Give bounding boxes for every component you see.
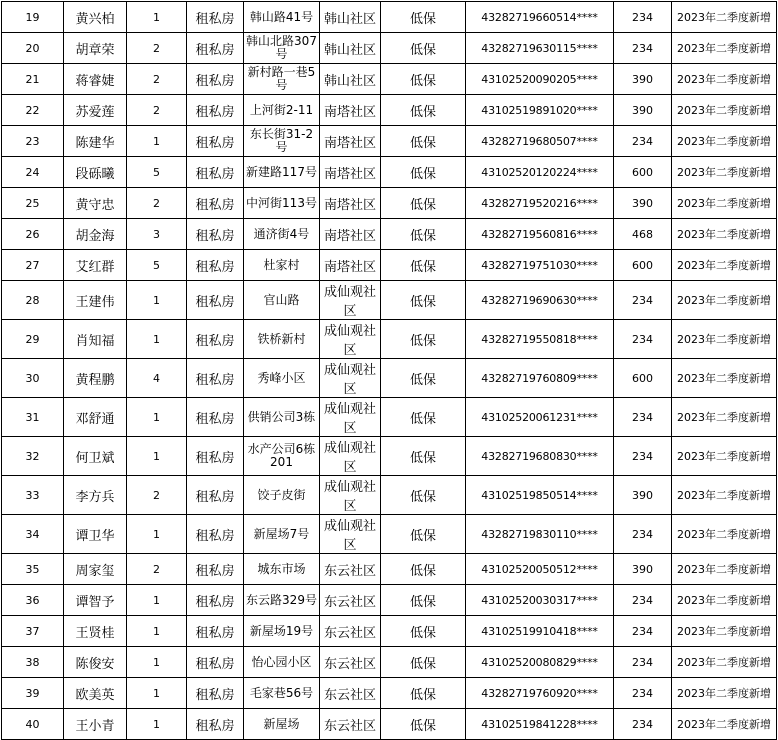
table-row (2, 157, 777, 188)
community-cell: 东云社区 (320, 647, 381, 678)
housing-type-cell: 租私房 (187, 647, 244, 678)
assistance-category-cell: 低保 (381, 678, 466, 709)
table-row (2, 647, 777, 678)
table-row (2, 359, 777, 398)
assistance-category-cell: 低保 (381, 219, 466, 250)
remark-cell: 2023年二季度新增 (672, 281, 777, 320)
household-size-cell: 2 (127, 554, 187, 585)
assistance-category-cell: 低保 (381, 476, 466, 515)
beneficiary-table (1, 1, 777, 740)
remark-cell: 2023年二季度新增 (672, 157, 777, 188)
household-size-cell: 1 (127, 126, 187, 157)
recipient-name-cell: 胡章荣 (64, 33, 127, 64)
housing-type-cell: 租私房 (187, 188, 244, 219)
address-cell: 新建路117号 (244, 157, 320, 188)
table-row (2, 281, 777, 320)
community-cell: 南塔社区 (320, 188, 381, 219)
row-number-cell: 34 (2, 515, 64, 554)
table-row (2, 320, 777, 359)
household-size-cell: 3 (127, 219, 187, 250)
row-number-cell: 25 (2, 188, 64, 219)
community-cell: 韩山社区 (320, 2, 381, 33)
id-number-cell: 43282719680507**** (466, 126, 614, 157)
recipient-name-cell: 肖知福 (64, 320, 127, 359)
monthly-amount-cell: 234 (614, 678, 672, 709)
recipient-name-cell: 黄兴柏 (64, 2, 127, 33)
housing-type-cell: 租私房 (187, 585, 244, 616)
household-size-cell: 5 (127, 157, 187, 188)
remark-cell: 2023年二季度新增 (672, 437, 777, 476)
address-cell: 新村路一巷5号 (244, 64, 320, 95)
remark-cell: 2023年二季度新增 (672, 709, 777, 740)
assistance-category-cell: 低保 (381, 585, 466, 616)
housing-type-cell: 租私房 (187, 2, 244, 33)
community-cell: 成仙观社区 (320, 359, 381, 398)
id-number-cell: 43282719550818**** (466, 320, 614, 359)
housing-type-cell: 租私房 (187, 554, 244, 585)
row-number-cell: 28 (2, 281, 64, 320)
recipient-name-cell: 苏爱莲 (64, 95, 127, 126)
household-size-cell: 2 (127, 476, 187, 515)
household-size-cell: 1 (127, 2, 187, 33)
row-number-cell: 30 (2, 359, 64, 398)
assistance-category-cell: 低保 (381, 398, 466, 437)
id-number-cell: 43102519910418**** (466, 616, 614, 647)
row-number-cell: 23 (2, 126, 64, 157)
assistance-category-cell: 低保 (381, 616, 466, 647)
table-row (2, 126, 777, 157)
community-cell: 南塔社区 (320, 219, 381, 250)
row-number-cell: 31 (2, 398, 64, 437)
housing-type-cell: 租私房 (187, 126, 244, 157)
community-cell: 成仙观社区 (320, 281, 381, 320)
table-row (2, 554, 777, 585)
row-number-cell: 27 (2, 250, 64, 281)
row-number-cell: 19 (2, 2, 64, 33)
community-cell: 东云社区 (320, 616, 381, 647)
community-cell: 南塔社区 (320, 250, 381, 281)
household-size-cell: 1 (127, 437, 187, 476)
housing-type-cell: 租私房 (187, 437, 244, 476)
row-number-cell: 29 (2, 320, 64, 359)
address-cell: 东云路329号 (244, 585, 320, 616)
remark-cell: 2023年二季度新增 (672, 2, 777, 33)
recipient-name-cell: 王贤桂 (64, 616, 127, 647)
household-size-cell: 1 (127, 320, 187, 359)
row-number-cell: 33 (2, 476, 64, 515)
table-row (2, 95, 777, 126)
assistance-category-cell: 低保 (381, 157, 466, 188)
table-row (2, 219, 777, 250)
monthly-amount-cell: 234 (614, 616, 672, 647)
housing-type-cell: 租私房 (187, 709, 244, 740)
housing-type-cell: 租私房 (187, 476, 244, 515)
monthly-amount-cell: 234 (614, 320, 672, 359)
recipient-name-cell: 蒋睿婕 (64, 64, 127, 95)
assistance-category-cell: 低保 (381, 554, 466, 585)
remark-cell: 2023年二季度新增 (672, 126, 777, 157)
row-number-cell: 38 (2, 647, 64, 678)
recipient-name-cell: 周家玺 (64, 554, 127, 585)
address-cell: 官山路 (244, 281, 320, 320)
housing-type-cell: 租私房 (187, 320, 244, 359)
table-row (2, 515, 777, 554)
address-cell: 韩山北路307号 (244, 33, 320, 64)
remark-cell: 2023年二季度新增 (672, 554, 777, 585)
address-cell: 铁桥新村 (244, 320, 320, 359)
community-cell: 成仙观社区 (320, 476, 381, 515)
remark-cell: 2023年二季度新增 (672, 476, 777, 515)
table-body (2, 2, 777, 740)
row-number-cell: 26 (2, 219, 64, 250)
table-row (2, 616, 777, 647)
remark-cell: 2023年二季度新增 (672, 585, 777, 616)
id-number-cell: 43102520030317**** (466, 585, 614, 616)
assistance-category-cell: 低保 (381, 281, 466, 320)
recipient-name-cell: 段砾曦 (64, 157, 127, 188)
household-size-cell: 2 (127, 64, 187, 95)
monthly-amount-cell: 234 (614, 126, 672, 157)
community-cell: 成仙观社区 (320, 320, 381, 359)
housing-type-cell: 租私房 (187, 678, 244, 709)
remark-cell: 2023年二季度新增 (672, 64, 777, 95)
table-row (2, 398, 777, 437)
housing-type-cell: 租私房 (187, 219, 244, 250)
housing-type-cell: 租私房 (187, 359, 244, 398)
address-cell: 新屋场 (244, 709, 320, 740)
table-row (2, 437, 777, 476)
household-size-cell: 1 (127, 281, 187, 320)
monthly-amount-cell: 600 (614, 157, 672, 188)
assistance-category-cell: 低保 (381, 2, 466, 33)
recipient-name-cell: 王建伟 (64, 281, 127, 320)
row-number-cell: 24 (2, 157, 64, 188)
id-number-cell: 43282719560816**** (466, 219, 614, 250)
assistance-category-cell: 低保 (381, 33, 466, 64)
id-number-cell: 43282719680830**** (466, 437, 614, 476)
household-size-cell: 1 (127, 647, 187, 678)
recipient-name-cell: 陈俊安 (64, 647, 127, 678)
monthly-amount-cell: 234 (614, 647, 672, 678)
row-number-cell: 40 (2, 709, 64, 740)
community-cell: 韩山社区 (320, 64, 381, 95)
id-number-cell: 43282719760920**** (466, 678, 614, 709)
assistance-category-cell: 低保 (381, 709, 466, 740)
household-size-cell: 2 (127, 33, 187, 64)
community-cell: 南塔社区 (320, 126, 381, 157)
row-number-cell: 37 (2, 616, 64, 647)
monthly-amount-cell: 234 (614, 515, 672, 554)
assistance-category-cell: 低保 (381, 515, 466, 554)
recipient-name-cell: 陈建华 (64, 126, 127, 157)
housing-type-cell: 租私房 (187, 95, 244, 126)
monthly-amount-cell: 234 (614, 437, 672, 476)
id-number-cell: 43102520120224**** (466, 157, 614, 188)
recipient-name-cell: 李方兵 (64, 476, 127, 515)
community-cell: 南塔社区 (320, 157, 381, 188)
monthly-amount-cell: 234 (614, 2, 672, 33)
housing-type-cell: 租私房 (187, 515, 244, 554)
community-cell: 成仙观社区 (320, 515, 381, 554)
table-row (2, 64, 777, 95)
row-number-cell: 22 (2, 95, 64, 126)
community-cell: 东云社区 (320, 678, 381, 709)
assistance-category-cell: 低保 (381, 250, 466, 281)
recipient-name-cell: 艾红群 (64, 250, 127, 281)
table-row (2, 250, 777, 281)
remark-cell: 2023年二季度新增 (672, 616, 777, 647)
monthly-amount-cell: 390 (614, 95, 672, 126)
table-row (2, 709, 777, 740)
table-row (2, 188, 777, 219)
community-cell: 东云社区 (320, 554, 381, 585)
housing-type-cell: 租私房 (187, 33, 244, 64)
id-number-cell: 43102519841228**** (466, 709, 614, 740)
address-cell: 杜家村 (244, 250, 320, 281)
household-size-cell: 1 (127, 515, 187, 554)
assistance-category-cell: 低保 (381, 647, 466, 678)
monthly-amount-cell: 600 (614, 250, 672, 281)
recipient-name-cell: 谭卫华 (64, 515, 127, 554)
community-cell: 东云社区 (320, 709, 381, 740)
monthly-amount-cell: 234 (614, 398, 672, 437)
community-cell: 韩山社区 (320, 33, 381, 64)
row-number-cell: 36 (2, 585, 64, 616)
address-cell: 上河街2-11 (244, 95, 320, 126)
monthly-amount-cell: 234 (614, 33, 672, 64)
id-number-cell: 43282719630115**** (466, 33, 614, 64)
household-size-cell: 1 (127, 398, 187, 437)
row-number-cell: 32 (2, 437, 64, 476)
address-cell: 新屋场19号 (244, 616, 320, 647)
household-size-cell: 1 (127, 678, 187, 709)
id-number-cell: 43102520080829**** (466, 647, 614, 678)
id-number-cell: 43282719760809**** (466, 359, 614, 398)
housing-type-cell: 租私房 (187, 64, 244, 95)
assistance-category-cell: 低保 (381, 359, 466, 398)
address-cell: 毛家巷56号 (244, 678, 320, 709)
community-cell: 东云社区 (320, 585, 381, 616)
remark-cell: 2023年二季度新增 (672, 398, 777, 437)
household-size-cell: 2 (127, 95, 187, 126)
id-number-cell: 43282719830110**** (466, 515, 614, 554)
housing-type-cell: 租私房 (187, 281, 244, 320)
assistance-category-cell: 低保 (381, 95, 466, 126)
monthly-amount-cell: 468 (614, 219, 672, 250)
id-number-cell: 43102520061231**** (466, 398, 614, 437)
housing-type-cell: 租私房 (187, 398, 244, 437)
household-size-cell: 2 (127, 188, 187, 219)
remark-cell: 2023年二季度新增 (672, 359, 777, 398)
assistance-category-cell: 低保 (381, 320, 466, 359)
row-number-cell: 35 (2, 554, 64, 585)
table-row (2, 2, 777, 33)
table-row (2, 476, 777, 515)
household-size-cell: 1 (127, 709, 187, 740)
id-number-cell: 43102520090205**** (466, 64, 614, 95)
address-cell: 韩山路41号 (244, 2, 320, 33)
monthly-amount-cell: 390 (614, 554, 672, 585)
remark-cell: 2023年二季度新增 (672, 250, 777, 281)
id-number-cell: 43102519850514**** (466, 476, 614, 515)
address-cell: 怡心园小区 (244, 647, 320, 678)
address-cell: 饺子皮街 (244, 476, 320, 515)
housing-type-cell: 租私房 (187, 157, 244, 188)
remark-cell: 2023年二季度新增 (672, 515, 777, 554)
household-size-cell: 1 (127, 616, 187, 647)
monthly-amount-cell: 234 (614, 281, 672, 320)
address-cell: 城东市场 (244, 554, 320, 585)
address-cell: 中河街113号 (244, 188, 320, 219)
id-number-cell: 43102520050512**** (466, 554, 614, 585)
recipient-name-cell: 黄守忠 (64, 188, 127, 219)
address-cell: 通济街4号 (244, 219, 320, 250)
monthly-amount-cell: 600 (614, 359, 672, 398)
monthly-amount-cell: 390 (614, 64, 672, 95)
id-number-cell: 43282719520216**** (466, 188, 614, 219)
remark-cell: 2023年二季度新增 (672, 219, 777, 250)
assistance-category-cell: 低保 (381, 64, 466, 95)
monthly-amount-cell: 234 (614, 585, 672, 616)
id-number-cell: 43282719751030**** (466, 250, 614, 281)
address-cell: 新屋场7号 (244, 515, 320, 554)
row-number-cell: 21 (2, 64, 64, 95)
recipient-name-cell: 何卫斌 (64, 437, 127, 476)
household-size-cell: 4 (127, 359, 187, 398)
remark-cell: 2023年二季度新增 (672, 95, 777, 126)
address-cell: 秀峰小区 (244, 359, 320, 398)
id-number-cell: 43102519891020**** (466, 95, 614, 126)
community-cell: 南塔社区 (320, 95, 381, 126)
recipient-name-cell: 欧美英 (64, 678, 127, 709)
housing-type-cell: 租私房 (187, 250, 244, 281)
row-number-cell: 20 (2, 33, 64, 64)
assistance-category-cell: 低保 (381, 188, 466, 219)
assistance-category-cell: 低保 (381, 437, 466, 476)
monthly-amount-cell: 234 (614, 709, 672, 740)
household-size-cell: 5 (127, 250, 187, 281)
table-row (2, 678, 777, 709)
row-number-cell: 39 (2, 678, 64, 709)
recipient-name-cell: 邓舒通 (64, 398, 127, 437)
table-row (2, 33, 777, 64)
recipient-name-cell: 谭智予 (64, 585, 127, 616)
recipient-name-cell: 胡金海 (64, 219, 127, 250)
assistance-category-cell: 低保 (381, 126, 466, 157)
table-row (2, 585, 777, 616)
remark-cell: 2023年二季度新增 (672, 647, 777, 678)
recipient-name-cell: 黄程鹏 (64, 359, 127, 398)
monthly-amount-cell: 390 (614, 188, 672, 219)
remark-cell: 2023年二季度新增 (672, 188, 777, 219)
remark-cell: 2023年二季度新增 (672, 678, 777, 709)
monthly-amount-cell: 390 (614, 476, 672, 515)
address-cell: 供销公司3栋 (244, 398, 320, 437)
housing-type-cell: 租私房 (187, 616, 244, 647)
id-number-cell: 43282719690630**** (466, 281, 614, 320)
recipient-name-cell: 王小青 (64, 709, 127, 740)
remark-cell: 2023年二季度新增 (672, 320, 777, 359)
community-cell: 成仙观社区 (320, 398, 381, 437)
remark-cell: 2023年二季度新增 (672, 33, 777, 64)
address-cell: 东长街31-2号 (244, 126, 320, 157)
household-size-cell: 1 (127, 585, 187, 616)
address-cell: 水产公司6栋201 (244, 437, 320, 476)
id-number-cell: 43282719660514**** (466, 2, 614, 33)
community-cell: 成仙观社区 (320, 437, 381, 476)
